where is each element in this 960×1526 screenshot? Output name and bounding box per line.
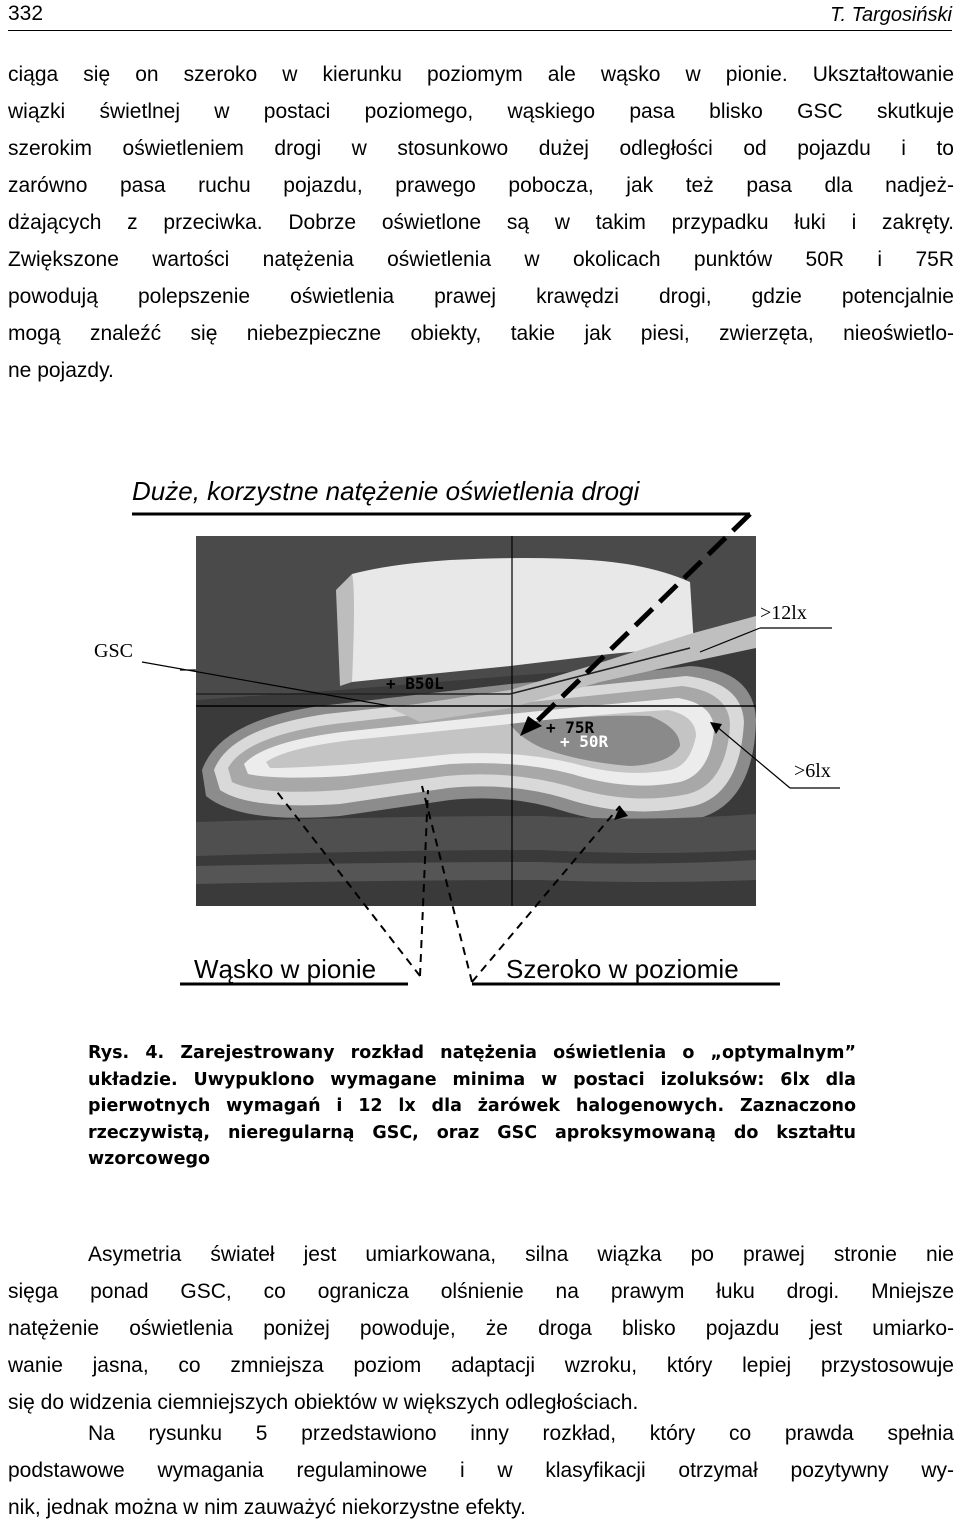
text-line: podstawowe wymagania regulaminowe i w klasyfikacji otrzymał pozytywny wy- (8, 1459, 954, 1482)
page-number: 332 (8, 2, 44, 25)
caption-line: rzeczywistą, nieregularną GSC, oraz GSC aproksymowaną do kształtu (88, 1122, 856, 1143)
text-line: zarówno pasa ruchu pojazdu, prawego pobocza, jak też pasa dla nadjeż- (8, 174, 954, 197)
text-line: Na rysunku 5 przedstawiono inny rozkład, który co prawda spełnia (88, 1422, 954, 1445)
text-line: szerokim oświetleniem drogi w stosunkowo dużej odległości od pojazdu i to (8, 137, 954, 160)
text-line: nik, jednak można w nim zauważyć niekorzystne efekty. (8, 1496, 526, 1519)
figure-title: Duże, korzystne natężenie oświetlenia drogi (132, 476, 640, 506)
point-75r: + 75R (546, 718, 595, 737)
text-line: wiązki świetlnej w postaci poziomego, wąskiego pasa blisko GSC skutkuje (8, 100, 954, 123)
paragraph-3 (8, 1415, 954, 1526)
text-line: ne pojazdy. (8, 359, 114, 382)
text-line: dżających z przeciwka. Dobrze oświetlone są w takim przypadku łuki i zakręty. (8, 211, 954, 234)
paragraph-2 (8, 1236, 954, 1421)
figure-caption (88, 1040, 856, 1173)
page-header (8, 0, 952, 31)
point-b50l: + B50L (386, 674, 444, 693)
isolux-map (90, 470, 870, 1000)
caption-line: układzie. Uwypuklono wymagane minima w postaci izoluksów: 6lx dla (88, 1069, 856, 1090)
text-line: Zwiększone wartości natężenia oświetlenia w okolicach punktów 50R i 75R (8, 248, 954, 271)
caption-line: Rys. 4. Zarejestrowany rozkład natężenia oświetlenia o „optymalnym” (88, 1043, 856, 1063)
text-line: mogą znaleźć się niebezpieczne obiekty, takie jak piesi, zwierzęta, nieoświetlo- (8, 322, 954, 345)
text-line: powodują polepszenie oświetlenia prawej krawędzi drogi, gdzie potencjalnie (8, 285, 954, 308)
text-line: Asymetria świateł jest umiarkowana, silna wiązka po prawej stronie nie (88, 1243, 954, 1266)
paragraph-1 (8, 56, 954, 389)
text-line: sięga ponad GSC, co ogranicza olśnienie na prawym łuku drogi. Mniejsze (8, 1280, 954, 1303)
label-gsc: GSC (94, 640, 133, 662)
caption-line: wzorcowego (88, 1149, 210, 1169)
caption-line: pierwotnych wymagań i 12 lx dla żarówek halogenowych. Zaznaczono (88, 1096, 856, 1116)
point-50r: + 50R (560, 732, 609, 751)
label-narrow-vertical: Wąsko w pionie (194, 954, 377, 984)
label-12lx: >12lx (760, 602, 807, 624)
label-wide-horizontal: Szeroko w poziomie (506, 954, 739, 984)
text-line: natężenie oświetlenia poniżej powoduje, że droga blisko pojazdu jest umiarko- (8, 1317, 954, 1340)
text-line: wanie jasna, co zmniejsza poziom adaptacji wzroku, który lepiej przystosowuje (8, 1354, 954, 1377)
figure-light-distribution (90, 470, 870, 1000)
lower-band-1 (196, 814, 756, 856)
label-6lx: >6lx (794, 760, 831, 782)
text-line: ciąga się on szeroko w kierunku poziomym ale wąsko w pionie. Ukształtowanie (8, 63, 954, 86)
running-head-author: T. Targosiński (830, 4, 952, 26)
text-line: się do widzenia ciemniejszych obiektów w większych odległościach. (8, 1391, 639, 1414)
